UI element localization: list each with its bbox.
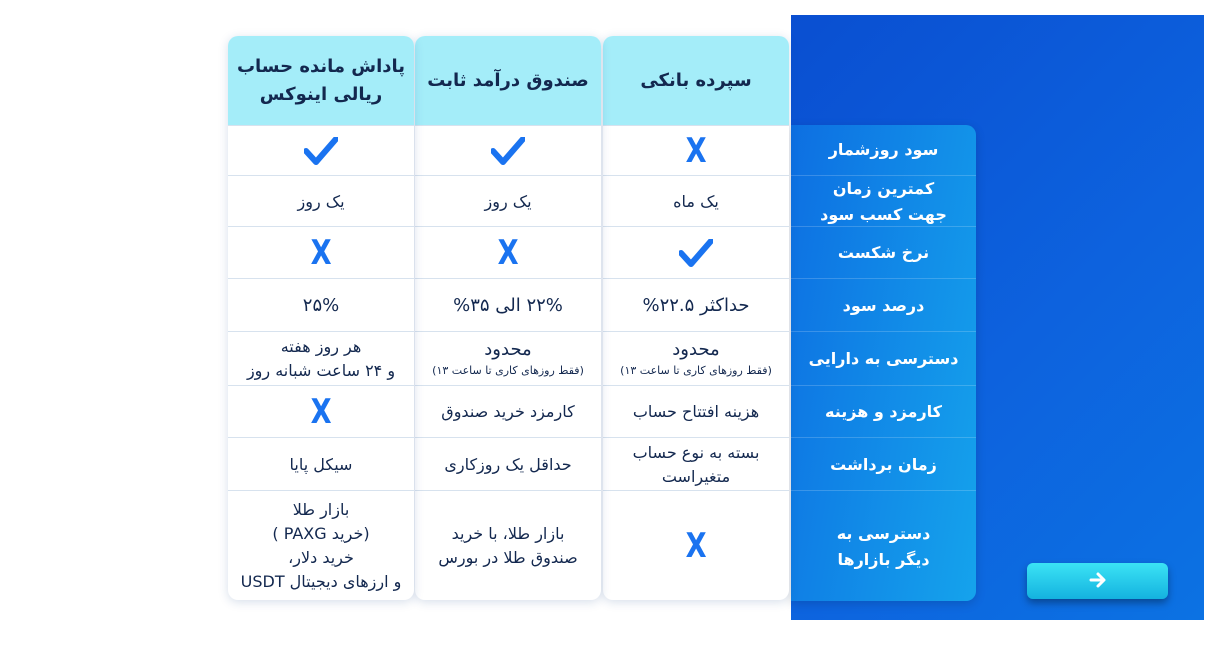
table-cell	[415, 175, 601, 227]
column-header: سپرده بانکی	[603, 36, 789, 125]
row-label-min-time: کمترین زمان جهت کسب سود	[791, 175, 976, 227]
cell-main-text: محدود	[672, 339, 720, 360]
table-cell	[415, 278, 601, 332]
table-cell	[228, 385, 414, 438]
table-cell	[228, 278, 414, 332]
table-cell	[415, 437, 601, 491]
row-label-failure-rate: نرخ شکست	[791, 226, 976, 279]
cell-text: یک روز	[484, 191, 532, 211]
table-cell	[603, 125, 789, 176]
cell-text: ۲۵%	[302, 294, 340, 316]
cell-text: بسته به نوع حساب متغیراست	[632, 442, 760, 486]
table-cell	[228, 331, 414, 386]
table-cell	[415, 226, 601, 279]
bank-deposit-column	[603, 36, 789, 600]
column-header: صندوق درآمد ثابت	[415, 36, 601, 125]
check-icon	[679, 239, 713, 267]
cell-sub-text: (فقط روزهای کاری تا ساعت ۱۳)	[620, 364, 772, 377]
next-button[interactable]	[1027, 563, 1168, 599]
cell-text: سیکل پایا	[289, 454, 353, 474]
row-label-fees: کارمزد و هزینه	[791, 385, 976, 438]
cell-sub-text: (فقط روزهای کاری تا ساعت ۱۳)	[432, 364, 584, 377]
cell-text: بازار طلا، با خرید صندوق طلا در بورس	[438, 524, 578, 567]
row-label-withdrawal-time: زمان برداشت	[791, 437, 976, 491]
column-header: پاداش مانده حساب ریالی اینوکس	[228, 36, 414, 125]
row-labels-column	[791, 125, 976, 601]
table-cell	[415, 490, 601, 600]
table-cell	[415, 125, 601, 176]
cell-text: کارمزد خرید صندوق	[441, 402, 575, 421]
cross-icon: X	[497, 233, 519, 273]
cell-text: حداقل یک روزکاری	[444, 454, 572, 474]
table-cell	[228, 490, 414, 600]
cell-text: یک روز	[297, 191, 345, 211]
table-cell	[603, 437, 789, 491]
cell-text: هر روز هفته و ۲۴ ساعت شبانه روز	[246, 337, 396, 380]
table-cell	[603, 385, 789, 438]
table-cell	[415, 385, 601, 438]
cell-text: حداکثر ۲۲.۵%	[642, 294, 750, 316]
cross-icon: X	[310, 233, 332, 273]
check-icon	[304, 137, 338, 165]
cross-icon: X	[685, 131, 707, 171]
table-cell	[603, 226, 789, 279]
table-cell	[228, 437, 414, 491]
cross-icon: X	[310, 392, 332, 432]
table-cell	[603, 490, 789, 600]
table-cell	[228, 175, 414, 227]
table-cell	[228, 125, 414, 176]
table-cell	[415, 331, 601, 386]
fixed-income-fund-column	[415, 36, 601, 600]
arrow-right-icon	[1089, 571, 1107, 592]
cell-main-text: محدود	[484, 339, 532, 360]
row-label-other-markets: دسترسی به دیگر بازارها	[791, 490, 976, 602]
table-cell	[228, 226, 414, 279]
row-label-asset-access: دسترسی به دارایی	[791, 331, 976, 386]
table-cell	[603, 278, 789, 332]
cell-text: یک ماه	[673, 191, 719, 211]
cell-text: هزینه افتتاح حساب	[632, 402, 760, 421]
table-cell	[603, 175, 789, 227]
row-label-profit-percent: درصد سود	[791, 278, 976, 332]
cross-icon: X	[685, 526, 707, 566]
cell-text: بازار طلا (خرید PAXG ) خرید دلار، و ارزهای دیجیتال USDT	[240, 500, 402, 591]
check-icon	[491, 137, 525, 165]
row-label-daily-profit: سود روزشمار	[828, 140, 939, 159]
inox-rial-balance-column	[228, 36, 414, 600]
table-cell	[603, 331, 789, 386]
cell-text: ۲۲% الی ۳۵%	[453, 294, 563, 316]
